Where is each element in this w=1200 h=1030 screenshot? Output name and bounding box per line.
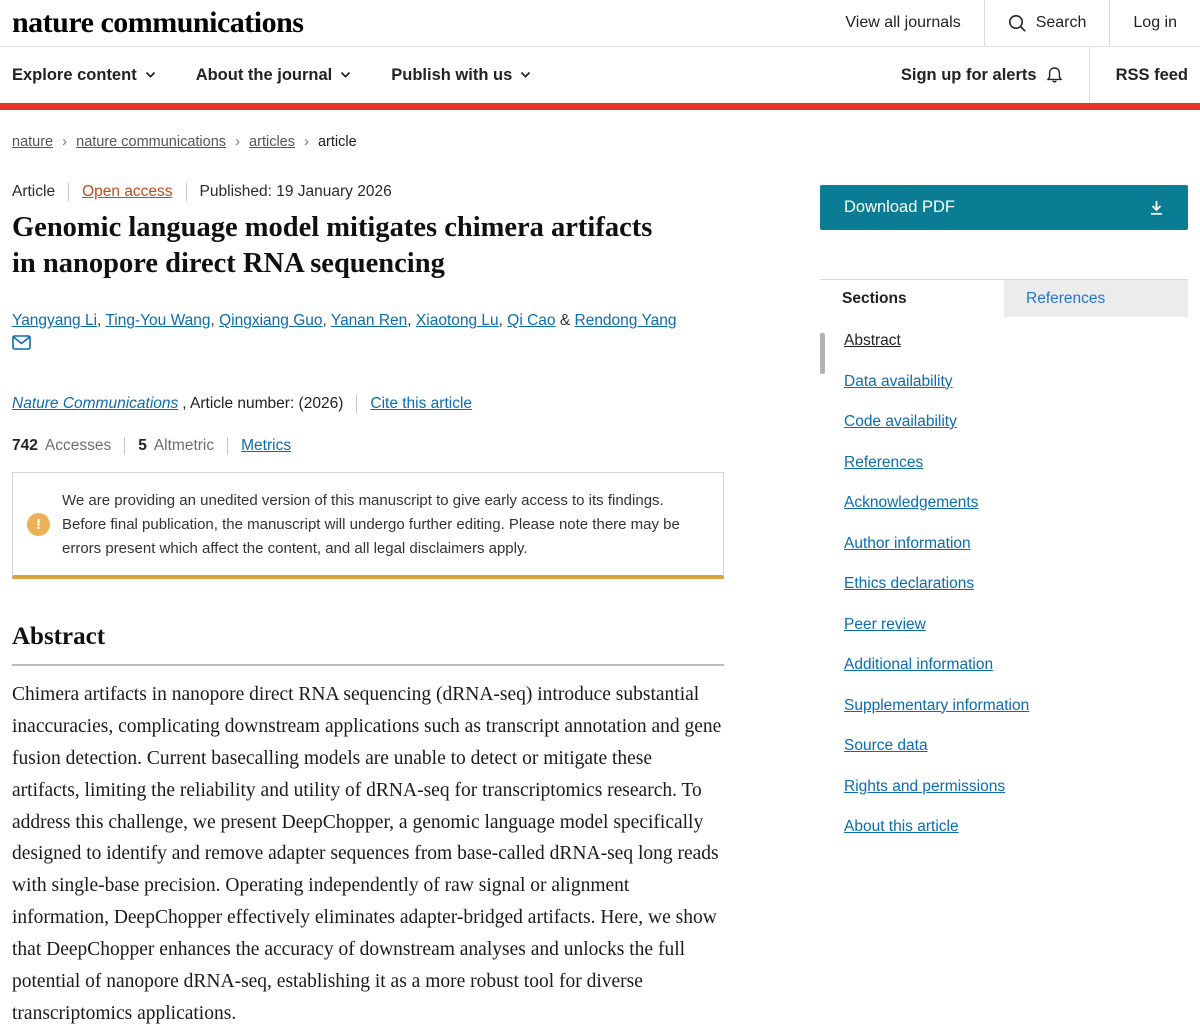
article-sidebar [820,110,1188,859]
nav-item-label: About the journal [195,65,333,84]
author-link[interactable]: Ting-You Wang [105,312,211,330]
author-link[interactable]: Qingxiang Guo [219,312,323,330]
nav-item-2[interactable] [196,66,352,85]
bell-icon [1046,66,1063,84]
article-number-text: , Article number: (2026) [182,394,344,412]
email-author-icon[interactable] [12,335,724,350]
author-link[interactable]: Yangyang Li [12,312,98,330]
section-nav-item [844,413,1188,431]
tab-sections[interactable]: Sections [820,280,1004,317]
primary-nav [0,47,1200,103]
login-link[interactable]: Log in [1109,0,1200,46]
warning-icon: ! [27,513,50,536]
signup-alerts-link[interactable]: Sign up for alerts [901,47,1089,103]
nav-item-3[interactable] [391,66,531,85]
author-link[interactable]: Qi Cao [507,312,556,330]
nav-item-label: Publish with us [391,65,513,84]
article-meta [12,183,724,201]
author-link[interactable]: Yanan Ren [330,312,408,330]
author-link[interactable]: Rendong Yang [574,312,677,330]
section-link-author-information[interactable]: Author information [844,534,971,552]
section-nav [820,332,1188,836]
section-nav-item [844,494,1188,512]
section-nav-item [844,535,1188,553]
section-nav-item [844,332,1188,350]
section-link-rights-and-permissions[interactable]: Rights and permissions [844,777,1006,795]
download-pdf-button[interactable]: Download PDF [820,185,1188,230]
breadcrumb-link[interactable]: nature communications [76,133,227,150]
download-icon [1149,200,1164,216]
divider [186,183,187,201]
chevron-down-icon [145,71,156,79]
rss-feed-link[interactable]: RSS feed [1089,47,1188,103]
section-nav-item [844,697,1188,715]
breadcrumb-link[interactable]: nature [12,133,54,150]
nav-item-label: Explore content [12,65,137,84]
view-all-journals-link[interactable]: View all journals [845,14,961,31]
breadcrumb-current: article [317,133,357,150]
section-nav-item [844,575,1188,593]
journal-line [12,395,724,413]
open-access-link[interactable]: Open access [82,183,173,200]
breadcrumb [12,133,724,150]
active-section-indicator [820,333,825,374]
divider [68,183,69,201]
abstract-text: Chimera artifacts in nanopore direct RNA sequencing (dRNA-seq) introduce substantial inaccuracies, complicating downstream applications such as transcript annotation and gene fusion detection. Current basecalling models are unable to detect or mitigate these artifacts, limiting the reliability and utility of dRNA-seq for transcriptomics research. To address this challenge, we present DeepChopper, a genomic language model specifically designed to identify and remove adapter sequences from base-called dRNA-seq long reads with single-base precision. Operating independently of raw signal or alignment information, DeepChopper effectively eliminates adapter-bridged artifacts. Here, we show that DeepChopper enhances the accuracy of downstream analyses and unlocks the full potential of nanopore dRNA-seq, establishing it as a more robust tool for diverse transcriptomics applications. [12,683,722,1025]
section-nav-item [844,616,1188,634]
journal-logo[interactable]: nature communications [12,6,304,39]
nav-item-1[interactable] [12,66,156,85]
altmetric-label: Altmetric [153,436,215,454]
section-nav-item [844,454,1188,472]
breadcrumb-separator-icon: › [235,133,241,150]
section-link-ethics-declarations[interactable]: Ethics declarations [844,575,975,592]
section-link-acknowledgements[interactable]: Acknowledgements [844,494,979,511]
section-nav-item [844,778,1188,796]
altmetric-count: 5 [138,436,147,454]
section-link-code-availability[interactable]: Code availability [844,413,957,430]
brand-red-bar [0,103,1200,110]
search-button[interactable]: Search [984,0,1110,46]
section-link-supplementary-information[interactable]: Supplementary information [844,696,1030,714]
abstract-heading: Abstract [12,623,724,666]
divider [356,395,357,413]
unedited-manuscript-notice [12,472,724,579]
breadcrumb-link[interactable]: articles [249,133,295,150]
section-nav-item [844,737,1188,755]
breadcrumb-separator-icon: › [303,133,309,150]
section-nav-item [844,656,1188,674]
section-link-references[interactable]: References [844,453,924,471]
metrics-link[interactable]: Metrics [241,436,292,454]
divider [124,437,125,455]
site-header [0,0,1200,47]
section-link-source-data[interactable]: Source data [844,737,928,754]
chevron-down-icon [520,71,531,79]
section-link-additional-information[interactable]: Additional information [844,656,994,673]
published-date: Published: 19 January 2026 [199,183,392,200]
accesses-count: 742 [12,436,38,454]
section-link-abstract[interactable]: Abstract [844,332,901,349]
section-link-peer-review[interactable]: Peer review [844,615,926,633]
article-title: Genomic language model mitigates chimera artifacts in nanopore direct RNA sequencing [12,212,653,280]
chevron-down-icon [340,71,351,79]
section-link-about-this-article[interactable]: About this article [844,818,959,835]
breadcrumb-separator-icon: › [62,133,68,150]
author-list: Yangyang Li, Ting-You Wang, Qingxiang Guo, Yanan Ren, Xiaotong Lu, Qi Cao & Rendong Yang [12,309,724,349]
primary-nav-items [12,47,531,103]
article-metrics [12,437,724,455]
sidebar-tabs [820,279,1188,317]
cite-this-article-link[interactable]: Cite this article [370,394,473,412]
section-link-data-availability[interactable]: Data availability [844,372,953,390]
author-link[interactable]: Xiaotong Lu [415,312,499,330]
notice-text: We are providing an unedited version of this manuscript to give early access to its findings. Before final publication, the manuscript will undergo further editing. Please note there may be errors present which affect the content, and all legal disclaimers apply. [62,491,680,557]
section-nav-item [844,373,1188,391]
journal-name-link[interactable]: Nature Communications [12,394,179,412]
article-type-label: Article [12,183,56,200]
divider [227,437,228,455]
search-icon [1008,14,1027,33]
section-nav-item [844,818,1188,836]
accesses-label: Accesses [44,436,112,454]
tab-references[interactable]: References [1004,280,1188,317]
